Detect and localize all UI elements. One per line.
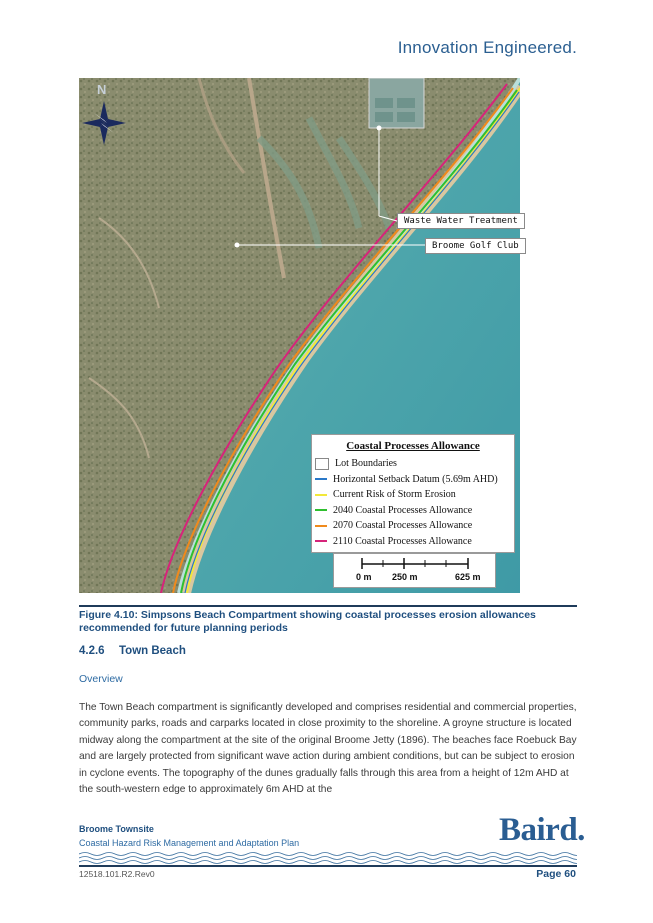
page-number: Page 60	[536, 868, 576, 880]
section-heading	[79, 645, 186, 657]
allowance-2110-line-swatch	[315, 540, 327, 542]
scale-label-625: 625 m	[455, 572, 481, 582]
legend-label: 2110 Coastal Processes Allowance	[333, 535, 472, 547]
section-number: 4.2.6	[79, 645, 105, 657]
storm-erosion-line-swatch	[315, 494, 327, 496]
north-label: N	[97, 82, 107, 97]
legend-item	[312, 503, 514, 519]
lot-boundary-swatch	[315, 458, 329, 470]
document-reference: 12518.101.R2.Rev0	[79, 869, 155, 879]
allowance-2040-line-swatch	[315, 509, 327, 511]
legend-label: Current Risk of Storm Erosion	[333, 489, 456, 501]
footer-waves-icon	[79, 850, 577, 868]
allowance-2070-line-swatch	[315, 525, 327, 527]
callout-golf-club: Broome Golf Club	[425, 238, 526, 254]
figure-caption: Figure 4.10: Simpsons Beach Compartment showing coastal processes erosion allowances recommended for future planning periods	[79, 609, 536, 634]
setback-line-swatch	[315, 478, 327, 480]
map-legend	[311, 434, 515, 553]
subheading-overview: Overview	[79, 673, 123, 685]
scale-bar-icon	[334, 555, 495, 571]
legend-item	[312, 534, 514, 550]
body-paragraph: The Town Beach compartment is significantly developed and comprises residential and commercial properties, community parks, roads and carparks located in close proximity to the shoreline. A groyne structure is located midway along the compartment at the site of the original Broome Jetty (1896). The beaches face Roebuck Bay and are largely protected from significant wave action during ambient conditions, but can be subject to erosion in cyclone events. The topography of the dunes gradually falls through this area from a height of 12m AHD at the south-western edge to approximately 6m AHD at the	[79, 702, 577, 796]
baird-logo: Baird.	[499, 812, 585, 848]
scale-label-250: 250 m	[392, 572, 418, 582]
legend-item	[312, 487, 514, 503]
legend-label: Horizontal Setback Datum (5.69m AHD)	[333, 473, 498, 485]
header-tagline: Innovation Engineered.	[397, 38, 577, 57]
legend-label: Lot Boundaries	[335, 458, 397, 470]
map-scale-bar	[333, 553, 496, 588]
section-title: Town Beach	[119, 645, 186, 657]
legend-label: 2040 Coastal Processes Allowance	[333, 504, 473, 516]
scale-label-0: 0 m	[356, 572, 372, 582]
legend-item	[312, 456, 514, 472]
footer-project-title: Broome Townsite	[79, 824, 154, 834]
legend-item	[312, 518, 514, 534]
legend-title: Coastal Processes Allowance	[346, 440, 480, 452]
legend-item	[312, 472, 514, 488]
callout-waste-water: Waste Water Treatment	[397, 213, 525, 229]
legend-label: 2070 Coastal Processes Allowance	[333, 520, 473, 532]
footer-project-subtitle: Coastal Hazard Risk Management and Adaptation Plan	[79, 838, 300, 848]
caption-rule	[79, 605, 577, 607]
